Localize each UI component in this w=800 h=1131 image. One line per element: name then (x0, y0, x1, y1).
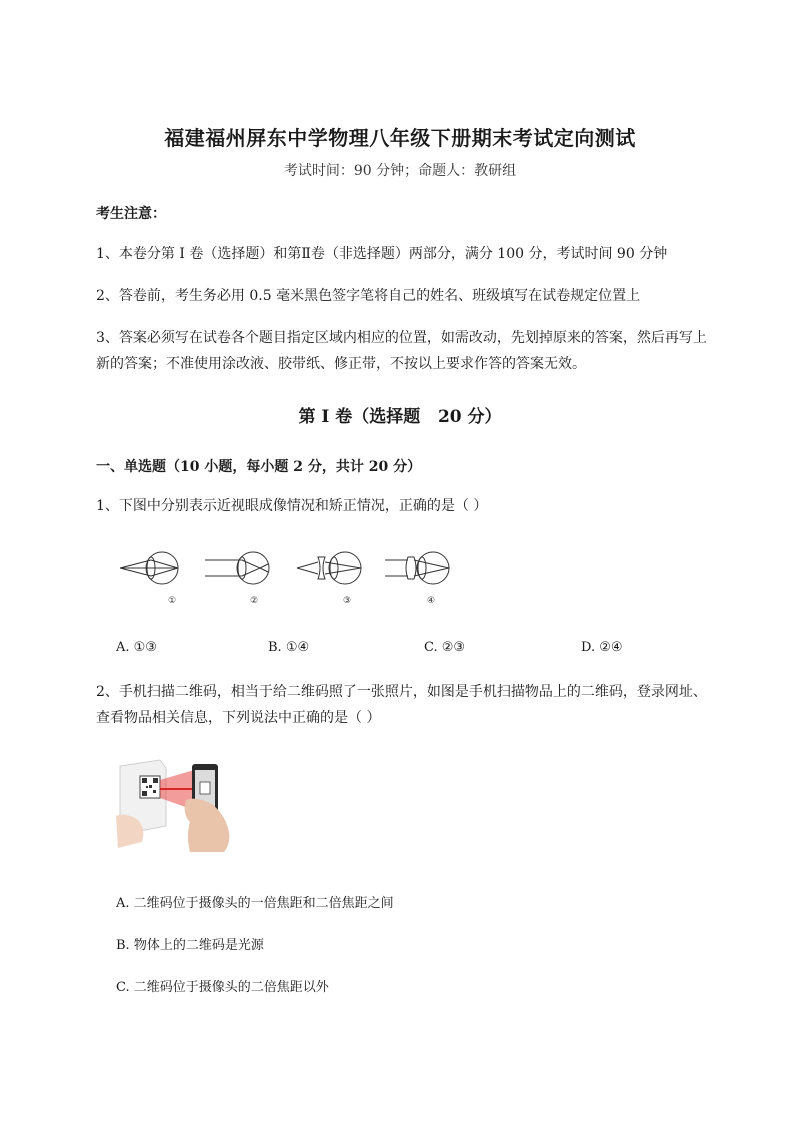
exam-subtitle: 考试时间：90 分钟；命题人：教研组 (283, 163, 517, 179)
eye-diagrams-figure (115, 548, 465, 608)
notice-heading: 考生注意： (96, 206, 166, 222)
figure-label-1: ① (167, 596, 177, 606)
section-title: 第 I 卷（选择题 20 分） (298, 407, 502, 427)
notice-item-3: 3、答案必须写在试卷各个题目指定区域内相应的位置，如需改动，先划掉原来的答案，然后再写上新的答案；不准使用涂改液、胶带纸、修正带，不按以上要求作答的答案无效。 (96, 330, 707, 372)
figure-label-2: ② (249, 596, 259, 606)
q1-option-d: D. ②④ (581, 640, 623, 655)
qr-scan-photo (116, 756, 236, 854)
q2-option-a: A. 二维码位于摄像头的一倍焦距和二倍焦距之间 (116, 896, 394, 911)
notice-item-2: 2、答卷前，考生务必用 0.5 毫米黑色签字笔将自己的姓名、班级填写在试卷规定位置上 (96, 288, 641, 304)
q2-option-b: B. 物体上的二维码是光源 (116, 938, 264, 953)
notice-item-1: 1、本卷分第 I 卷（选择题）和第Ⅱ卷（非选择题）两部分，满分 100 分，考试时间 90 分钟 (96, 246, 668, 262)
eye-diagram-2 (205, 552, 269, 584)
question-1-text: 1、下图中分别表示近视眼成像情况和矫正情况，正确的是（ ） (96, 498, 488, 514)
eye-diagram-3 (297, 552, 361, 584)
q1-option-b: B. ①④ (268, 640, 310, 655)
part-heading: 一、单选题（10 小题，每小题 2 分，共计 20 分） (96, 459, 422, 475)
question-2-text: 2、手机扫描二维码，相当于给二维码照了一张照片，如图是手机扫描物品上的二维码，登录网址、查看物品相关信息，下列说法中正确的是（ ） (96, 684, 707, 726)
eye-diagram-1 (120, 552, 178, 584)
figure-label-4: ④ (426, 596, 436, 606)
eye-diagram-4 (385, 552, 449, 584)
figure-label-3: ③ (342, 596, 352, 606)
q1-option-a: A. ①③ (116, 640, 157, 655)
q2-option-c: C. 二维码位于摄像头的二倍焦距以外 (116, 980, 329, 995)
q1-option-c: C. ②③ (424, 640, 466, 655)
exam-title: 福建福州屏东中学物理八年级下册期末考试定向测试 (164, 126, 636, 150)
